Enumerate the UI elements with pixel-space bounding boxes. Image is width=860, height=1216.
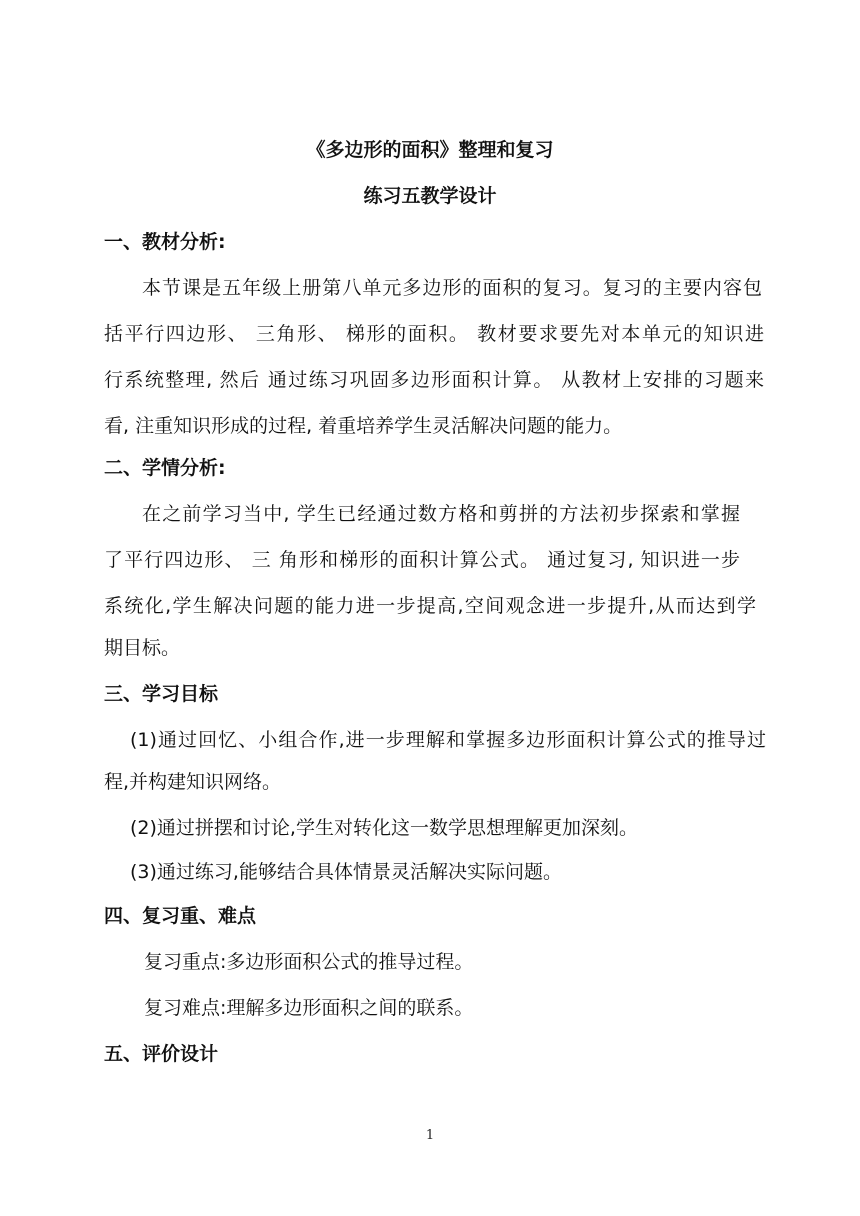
paragraph-line: 了平行四边形、 三 角形和梯形的面积计算公式。 通过复习, 知识进一步 xyxy=(104,549,740,571)
key-point-line: 复习重点:多边形面积公式的推导过程。 xyxy=(144,951,474,973)
objective-line: (3)通过练习,能够结合具体情景灵活解决实际问题。 xyxy=(130,861,562,883)
page-number: 1 xyxy=(425,1128,435,1143)
document-title: 《多边形的面积》整理和复习 xyxy=(306,139,554,161)
paragraph-line: 在之前学习当中, 学生已经通过数方格和剪拼的方法初步探索和掌握 xyxy=(142,503,740,525)
section-heading-key-points: 四、复习重、难点 xyxy=(104,905,257,927)
section-heading-learner-analysis: 二、学情分析: xyxy=(104,457,226,479)
objective-line: 程,并构建知识网络。 xyxy=(104,771,282,793)
difficulty-line: 复习难点:理解多边形面积之间的联系。 xyxy=(144,997,474,1019)
document-subtitle: 练习五教学设计 xyxy=(363,185,497,207)
section-heading-evaluation-design: 五、评价设计 xyxy=(104,1043,219,1065)
paragraph-line: 括平行四边形、 三角形、 梯形的面积。 教材要求要先对本单元的知识进 xyxy=(104,323,764,345)
objective-line: (1)通过回忆、小组合作,进一步理解和掌握多边形面积计算公式的推导过 xyxy=(130,729,766,751)
paragraph-line: 本节课是五年级上册第八单元多边形的面积的复习。复习的主要内容包 xyxy=(142,277,762,299)
section-heading-learning-objectives: 三、学习目标 xyxy=(104,683,219,705)
paragraph-line: 系统化,学生解决问题的能力进一步提高,空间观念进一步提升,从而达到学 xyxy=(104,595,756,617)
paragraph-line: 行系统整理, 然后 通过练习巩固多边形面积计算。 从教材上安排的习题来 xyxy=(104,369,764,391)
paragraph-line: 期目标。 xyxy=(104,637,181,659)
paragraph-line: 看, 注重知识形成的过程, 着重培养学生灵活解决问题的能力。 xyxy=(104,415,623,437)
section-heading-textbook-analysis: 一、教材分析: xyxy=(104,231,226,253)
objective-line: (2)通过拼摆和讨论,学生对转化这一数学思想理解更加深刻。 xyxy=(130,817,638,839)
